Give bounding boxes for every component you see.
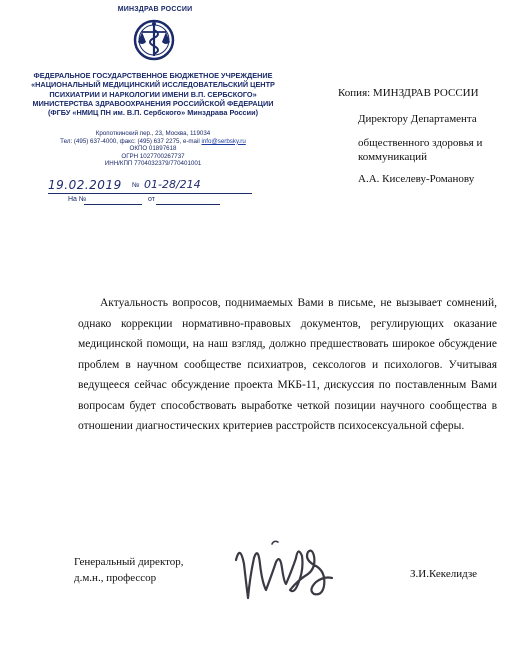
signatory-name: З.И.Кекелидзе (410, 568, 478, 580)
inn-kpp: ИНН/КПП 7704032379/770401001 (104, 160, 202, 168)
registration-number: 01-28/214 (144, 178, 201, 191)
addressee-name: А.А. Киселеву-Романову (358, 173, 475, 185)
org-line: ПСИХИАТРИИ И НАРКОЛОГИИ ИМЕНИ В.П. СЕРБСКОГО» (49, 89, 257, 99)
reference-date-label: от (148, 196, 155, 203)
org-line: ФЕДЕРАЛЬНОЕ ГОСУДАРСТВЕННОЕ БЮДЖЕТНОЕ УЧРЕЖДЕНИЕ (33, 71, 273, 80)
org-line: «НАЦИОНАЛЬНЫЙ МЕДИЦИНСКИЙ ИССЛЕДОВАТЕЛЬСКИЙ ЦЕНТР (31, 80, 275, 90)
letter-body: Актуальность вопросов, поднимаемых Вами в письме, не вызывает сомнений, однако коррекции нормативно-правовых документов, регулирующих оказание медицинской помощи, на наш взгляд, должно предшествовать широкое обсуждение проблем в научном сообществе психиатров, сексологов и психологов. Учитывая ведущееся сейчас обсуждение проекта МКБ-11, дискуссия по поставленным Вами вопросам будет способствовать выработке четкой позиции научного сообщества в отношении диагностических критериев расстройств психосексуальной сферы. (78, 297, 497, 432)
registration-line (46, 180, 256, 195)
registration-underline (48, 193, 252, 194)
reference-date-blank (156, 204, 220, 205)
addressee-department-cont: коммуникаций (358, 151, 427, 163)
registration-number-label: № (132, 182, 140, 189)
signatory-position: Генеральный директор, (74, 556, 184, 568)
okpo: ОКПО 01897618 (129, 145, 177, 153)
ministry-title: МИНЗДРАВ РОССИИ (117, 6, 193, 13)
registration-date: 19.02.2019 (48, 178, 122, 192)
org-line: (ФГБУ «НМИЦ ПН им. В.П. Сербского» Минздрава России) (47, 108, 259, 118)
contacts-block (60, 130, 246, 168)
reference-number-blank (84, 204, 142, 205)
reference-number-label: На № (68, 196, 87, 203)
organization-name (28, 71, 278, 117)
copy-recipient: Копия: МИНЗДРАВ РОССИИ (338, 87, 479, 99)
phones-line (60, 138, 246, 146)
handwritten-signature (232, 534, 350, 612)
email-link[interactable]: info@serbsky.ru (201, 137, 246, 145)
org-line: МИНИСТЕРСТВА ЗДРАВООХРАНЕНИЯ РОССИЙСКОЙ ФЕДЕРАЦИИ (32, 98, 274, 108)
reference-line (68, 196, 238, 208)
addressee-department: общественного здоровья и (358, 137, 483, 149)
phones: Тел: (495) 637-4000, факс: (495) 637 2275, e-mail (60, 137, 200, 145)
addressee-position: Директору Департамента (358, 113, 477, 125)
signatory-degree: д.м.н., профессор (74, 572, 157, 584)
ministry-emblem-icon (132, 16, 176, 64)
address: Кропоткинский пер., 23, Москва, 119034 (95, 130, 211, 137)
ogrn: ОГРН 1027700267737 (121, 152, 185, 160)
signatory-title (74, 554, 184, 586)
